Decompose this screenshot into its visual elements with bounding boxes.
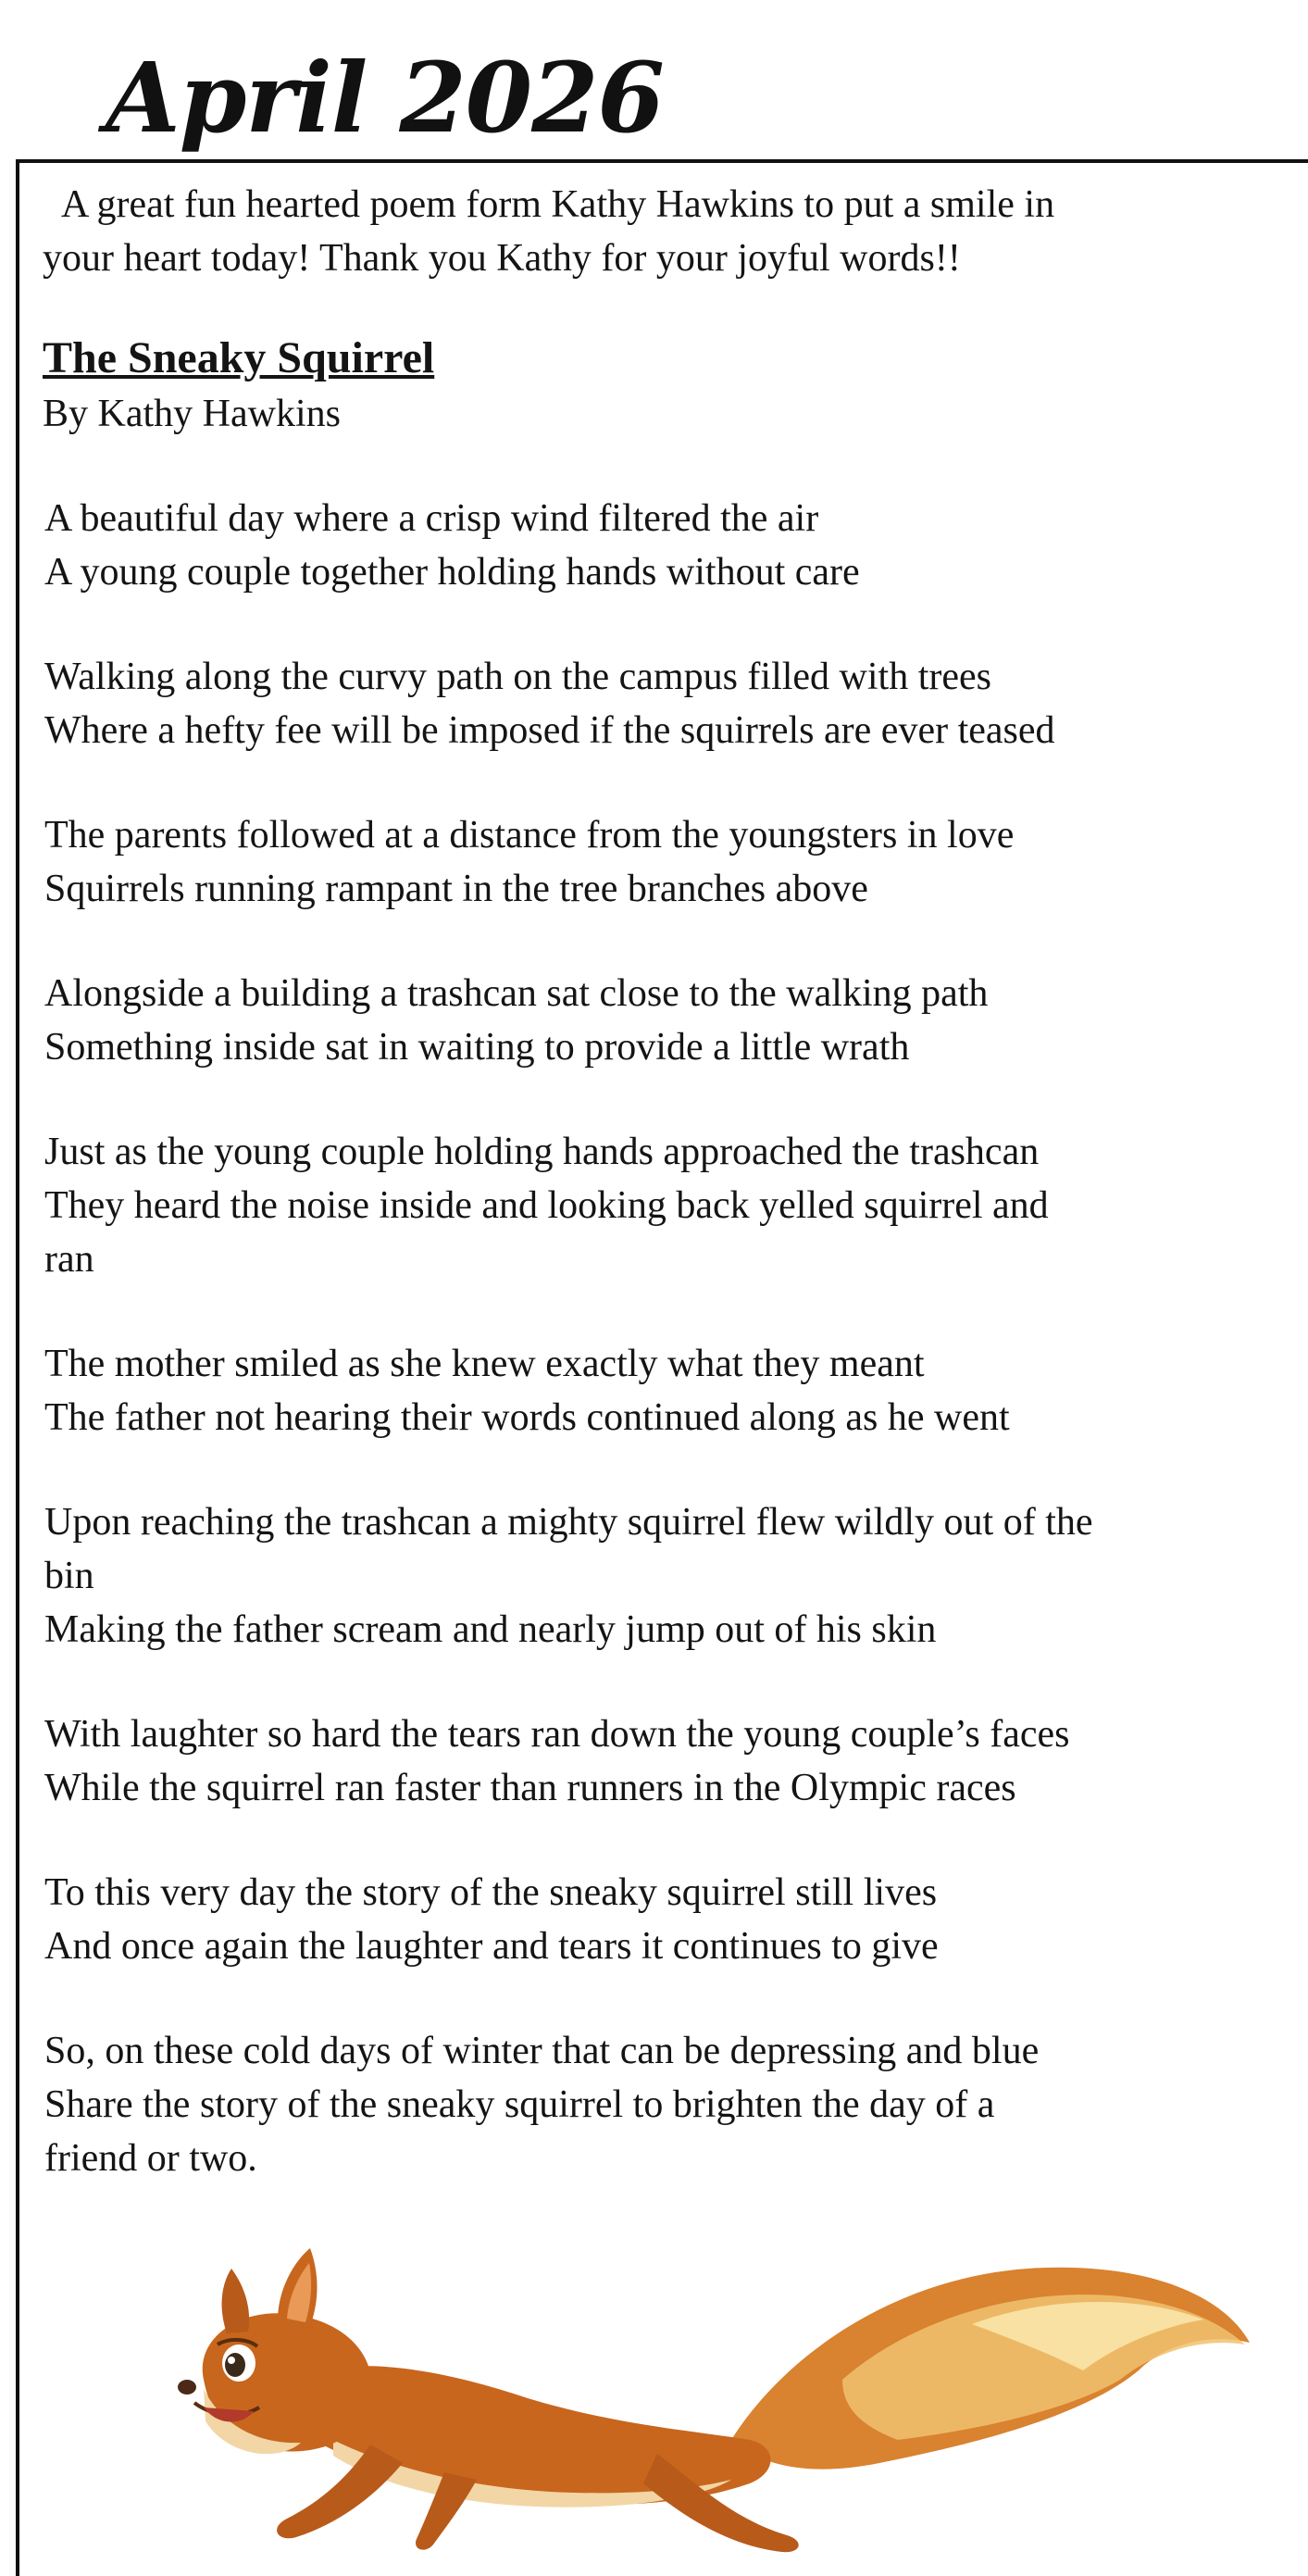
poem-stanza bbox=[44, 2024, 1292, 2185]
poem-stanza bbox=[44, 1337, 1292, 1444]
poem-byline: By Kathy Hawkins bbox=[43, 393, 341, 435]
poem-line: bin bbox=[44, 1555, 94, 1597]
poem-line: A young couple together holding hands without care bbox=[44, 551, 860, 594]
poem-line: Just as the young couple holding hands approached the trashcan bbox=[44, 1131, 1040, 1173]
poem-stanza bbox=[44, 1495, 1292, 1657]
intro-paragraph bbox=[43, 178, 1292, 285]
poem-line: Where a hefty fee will be imposed if the squirrels are ever teased bbox=[44, 709, 1055, 752]
poem-line: ran bbox=[44, 1238, 94, 1281]
poem-stanza bbox=[44, 1866, 1292, 1973]
poem-line: The mother smiled as she knew exactly what they meant bbox=[44, 1343, 925, 1385]
poem-line: The parents followed at a distance from the youngsters in love bbox=[44, 814, 1015, 857]
poem-line: Squirrels running rampant in the tree branches above bbox=[44, 868, 868, 910]
newsletter-content bbox=[43, 178, 1292, 2185]
poem-title: The Sneaky Squirrel bbox=[43, 333, 435, 382]
poem-line: Share the story of the sneaky squirrel to brighten the day of a bbox=[44, 2083, 995, 2126]
poem-line: Making the father scream and nearly jump out of his skin bbox=[44, 1608, 937, 1651]
poem-stanza bbox=[44, 1125, 1292, 1286]
intro-line: your heart today! Thank you Kathy for your joyful words!! bbox=[43, 237, 961, 280]
poem-line: While the squirrel ran faster than runners in the Olympic races bbox=[44, 1767, 1016, 1809]
poem-line: Upon reaching the trashcan a mighty squirrel flew wildly out of the bbox=[44, 1501, 1093, 1544]
poem-stanza bbox=[44, 492, 1292, 599]
page-title: April 2026 bbox=[106, 41, 664, 155]
poem-line: Walking along the curvy path on the campus filled with trees bbox=[44, 656, 992, 698]
poem-stanza bbox=[44, 808, 1292, 916]
poem-line: Alongside a building a trashcan sat close to the walking path bbox=[44, 972, 989, 1015]
poem-line: A beautiful day where a crisp wind filtered the air bbox=[44, 497, 819, 540]
poem-line: So, on these cold days of winter that can be depressing and blue bbox=[44, 2030, 1040, 2072]
poem-line: And once again the laughter and tears it continues to give bbox=[44, 1925, 939, 1968]
intro-line: A great fun hearted poem form Kathy Hawkins to put a smile in bbox=[61, 183, 1055, 226]
poem-line: They heard the noise inside and looking back yelled squirrel and bbox=[44, 1184, 1049, 1227]
poem-stanza bbox=[44, 967, 1292, 1074]
poem-line: The father not hearing their words continued along as he went bbox=[44, 1396, 1010, 1439]
poem-line: With laughter so hard the tears ran down the young couple’s faces bbox=[44, 1713, 1070, 1756]
poem-body bbox=[43, 492, 1292, 2185]
running-squirrel-illustration bbox=[139, 2241, 1268, 2556]
poem-stanza bbox=[44, 1707, 1292, 1815]
poem-line: Something inside sat in waiting to provide a little wrath bbox=[44, 1026, 910, 1069]
poem-line: friend or two. bbox=[44, 2137, 257, 2180]
poem-line: To this very day the story of the sneaky squirrel still lives bbox=[44, 1871, 938, 1914]
poem-stanza bbox=[44, 650, 1292, 757]
